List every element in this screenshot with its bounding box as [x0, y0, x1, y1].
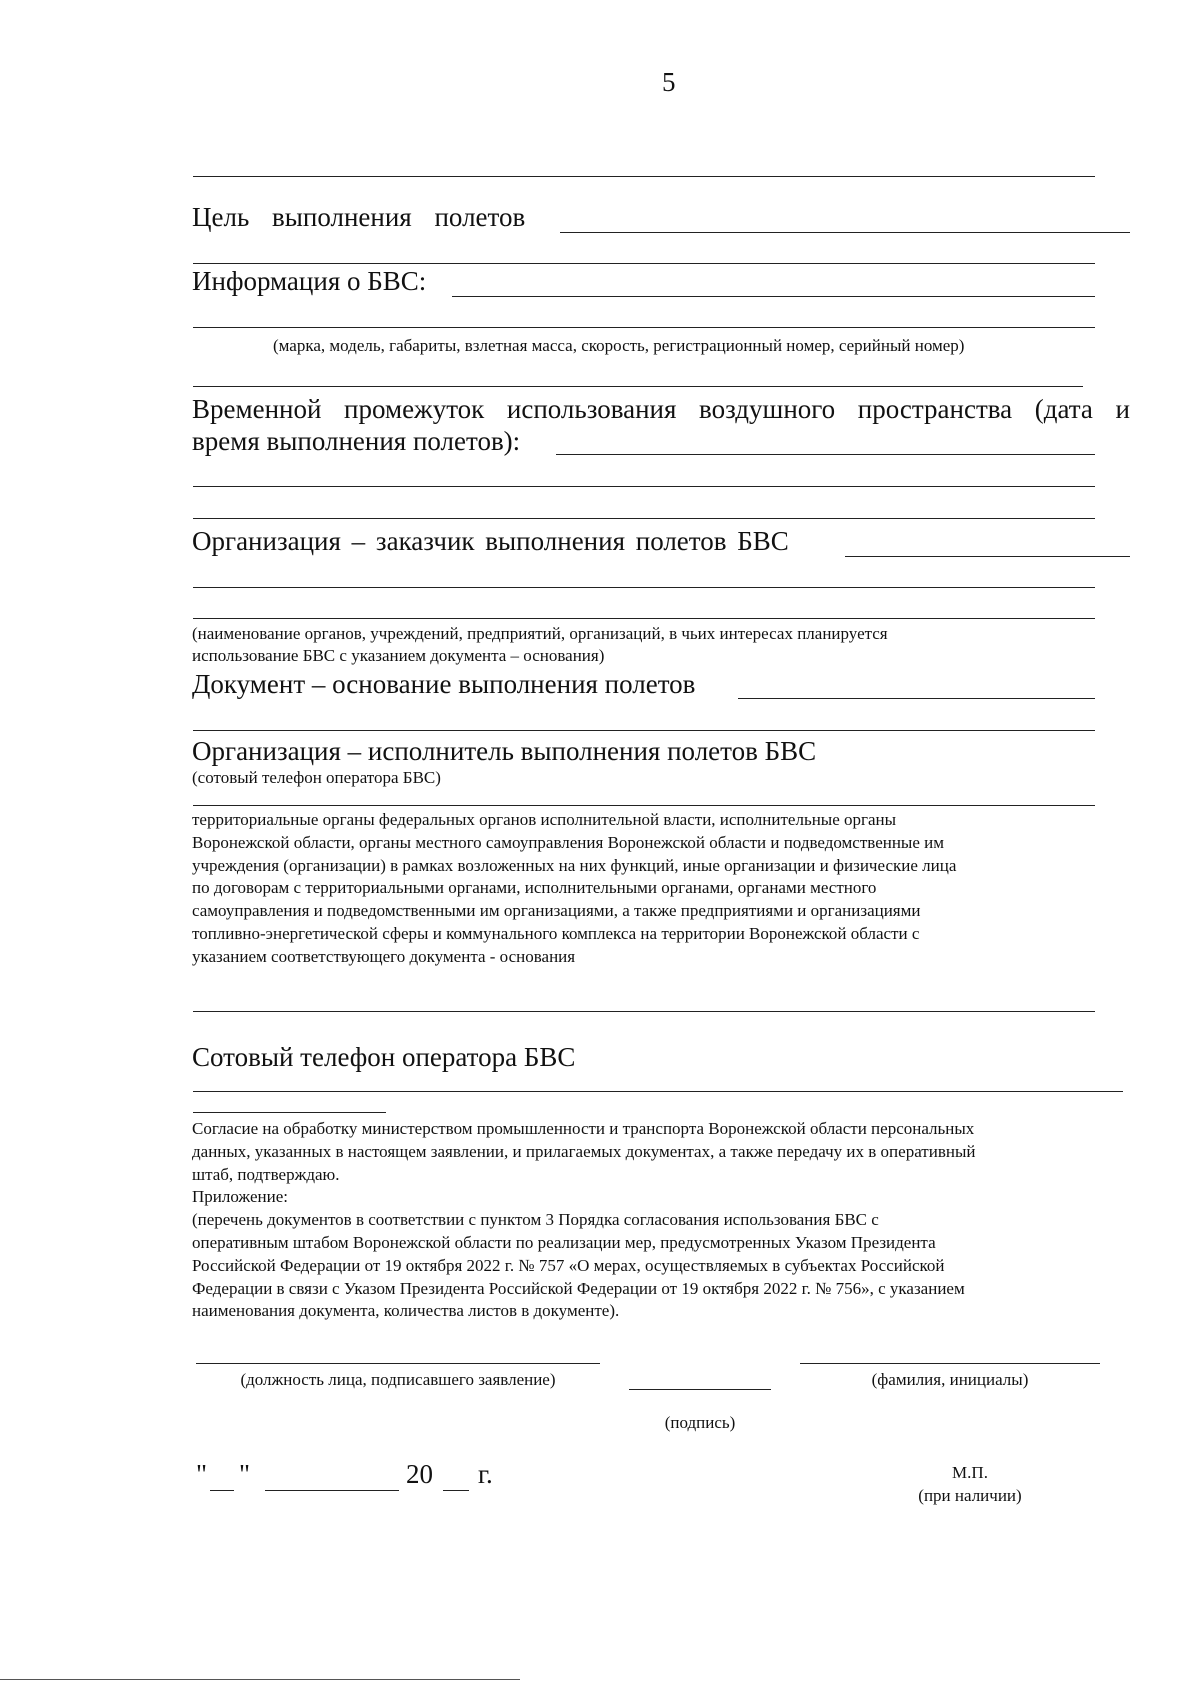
position-fill-line[interactable]: [196, 1363, 600, 1364]
description-line: учреждения (организации) в рамках возложенных на них функций, иные организации и физические лица: [192, 855, 957, 875]
page-number: 5: [662, 67, 676, 97]
description-line: топливно-энергетической сферы и коммунального комплекса на территории Воронежской области с: [192, 923, 920, 943]
time-period-fill-line[interactable]: [556, 454, 1095, 455]
purpose-label: Цель выполнения полетов: [192, 202, 526, 232]
appendix-line: (перечень документов в соответствии с пунктом 3 Порядка согласования использования БВС с: [192, 1210, 879, 1230]
bvs-info-caption: (марка, модель, габариты, взлетная масса, скорость, регистрационный номер, серийный номер): [273, 336, 965, 355]
footnote-rule: [193, 1112, 386, 1113]
bvs-info-fill-line[interactable]: [452, 296, 1095, 297]
appendix-line: Федерации в связи с Указом Президента Российской Федерации от 19 октября 2022 г. № 756», с указанием: [192, 1278, 965, 1298]
time-period-line1: [192, 393, 1130, 425]
date-quote-close: ": [239, 1459, 251, 1489]
description-line: указанием соответствующего документа - основания: [192, 946, 576, 966]
word: использования: [506, 394, 677, 424]
customer-caption-line2: использование БВС с указанием документа – основания): [192, 646, 605, 665]
description-line: самоуправления и подведомственными им организациями, а также предприятиями и организациями: [192, 901, 921, 921]
description-line: Воронежской области, органы местного самоуправления Воронежской области и подведомственные им: [192, 832, 945, 852]
basis-document-label: Документ – основание выполнения полетов: [192, 669, 696, 699]
appendix-label: Приложение:: [192, 1187, 288, 1207]
word: (дата: [1034, 394, 1093, 424]
date-quote-open: ": [196, 1459, 208, 1489]
signature-caption: (подпись): [664, 1413, 736, 1432]
date-year-suffix: г.: [478, 1459, 493, 1489]
executor-description: [192, 809, 1128, 969]
purpose-fill-line[interactable]: [560, 232, 1130, 233]
blank-line: [193, 386, 1083, 387]
basis-document-fill-line[interactable]: [738, 698, 1095, 699]
description-line: по договорам с территориальными органами, исполнительными органами, органами местного: [192, 878, 877, 898]
time-period-line2: время выполнения полетов):: [192, 426, 521, 456]
appendix-line: наименования документа, количества листов в документе).: [192, 1301, 620, 1321]
customer-fill-line[interactable]: [845, 556, 1130, 557]
blank-line: [193, 263, 1095, 264]
blank-line: [193, 518, 1095, 519]
name-fill-line[interactable]: [800, 1363, 1100, 1364]
appendix-line: Российской Федерации от 19 октября 2022 г. № 757 «О мерах, осуществляемых в субъектах Российской: [192, 1255, 945, 1275]
word: и: [1115, 394, 1130, 424]
consent-line: Согласие на обработку министерством промышленности и транспорта Воронежской области персональных: [192, 1119, 975, 1138]
date-day-fill-line[interactable]: [210, 1490, 234, 1491]
customer-label: Организация – заказчик выполнения полетов БВС: [192, 526, 789, 556]
scan-edge-line: [0, 1679, 520, 1680]
stamp-note: (при наличии): [918, 1486, 1022, 1505]
position-caption: (должность лица, подписавшего заявление): [240, 1370, 556, 1389]
date-year-fill-line[interactable]: [443, 1490, 469, 1491]
word: промежуток: [344, 394, 485, 424]
appendix-line: оперативным штабом Воронежской области по реализации мер, предусмотренных Указом Президента: [192, 1232, 936, 1252]
blank-line: [193, 176, 1095, 177]
consent-line: данных, указанных в настоящем заявлении, и прилагаемых документах, а также передачу их в оперативный: [192, 1141, 976, 1161]
blank-line: [193, 1011, 1095, 1012]
executor-sublabel: (сотовый телефон оператора БВС): [192, 768, 441, 787]
blank-line: [193, 587, 1095, 588]
stamp-label: М.П.: [952, 1463, 988, 1482]
bvs-info-label: Информация о БВС:: [192, 266, 427, 296]
blank-line: [193, 618, 1095, 619]
consent-line: штаб, подтверждаю.: [192, 1164, 340, 1184]
phone-label: Сотовый телефон оператора БВС: [192, 1042, 576, 1072]
word: Временной: [192, 394, 322, 424]
blank-line: [193, 486, 1095, 487]
blank-line: [193, 327, 1095, 328]
consent-text: [192, 1118, 1128, 1323]
signature-fill-line[interactable]: [629, 1389, 771, 1390]
name-caption: (фамилия, инициалы): [871, 1370, 1029, 1389]
date-year-prefix: 20: [406, 1459, 433, 1489]
customer-caption-line1: (наименование органов, учреждений, предприятий, организаций, в чьих интересах планируется: [192, 624, 888, 643]
description-line: территориальные органы федеральных органов исполнительной власти, исполнительные органы: [192, 810, 897, 829]
phone-fill-line[interactable]: [193, 1091, 1123, 1092]
date-month-fill-line[interactable]: [265, 1490, 399, 1491]
word: пространства: [857, 394, 1013, 424]
executor-label: Организация – исполнитель выполнения полетов БВС: [192, 736, 817, 766]
blank-line: [193, 730, 1095, 731]
blank-line: [193, 805, 1095, 806]
word: воздушного: [699, 394, 836, 424]
